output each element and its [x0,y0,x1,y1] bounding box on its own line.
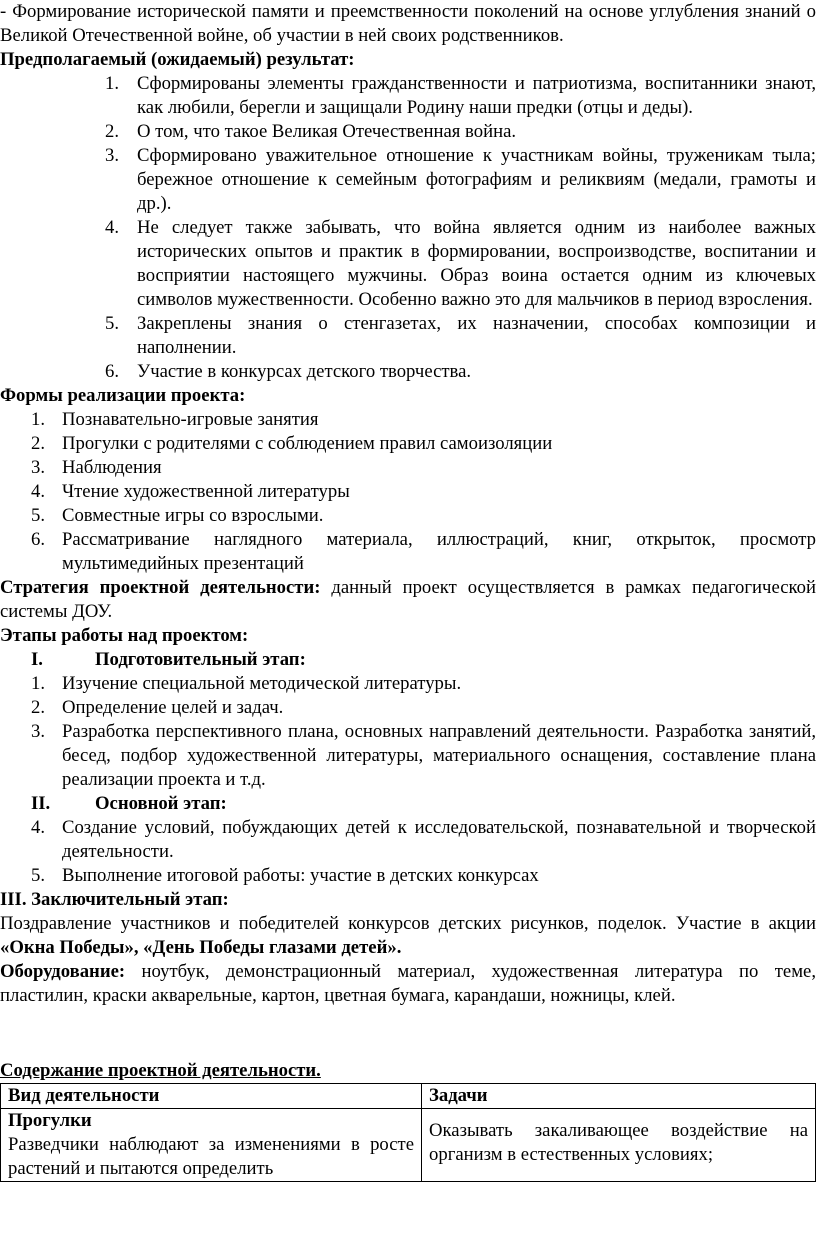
tasks-text: Оказывать закаливающее воздействие на организм в естественных условиях; [429,1120,808,1165]
column-header-tasks: Задачи [422,1084,816,1109]
stage-2-title: II. Основной этап: [31,793,227,814]
stage-2-list [0,816,816,888]
tasks-cell [422,1109,816,1182]
list-item: 5. Закреплены знания о стенгазетах, их назначении, способах композиции и наполнении. [105,313,816,358]
strategy-label: Стратегия проектной деятельности: [0,577,321,598]
activity-title: Прогулки [8,1110,92,1131]
list-item: 4. Чтение художественной литературы [31,481,350,502]
list-item: 5. Совместные игры со взрослыми. [31,505,324,526]
content-table-heading: Содержание проектной деятельности. [0,1060,321,1081]
stage-1-title: I. Подготовительный этап: [31,649,306,670]
activity-cell [1,1109,422,1182]
content-table [0,1083,816,1182]
list-item: 2. О том, что такое Великая Отечественная война. [105,121,517,142]
strategy-text: данный проект осуществляется в рамках педагогической системы ДОУ. [0,577,816,622]
list-item: 3. Разработка перспективного плана, основных направлений деятельности. Разработка занятий, бесед, подбор художественной литературы, материального оснащения, составление плана реализации проекта и т.д. [31,721,816,790]
list-item: 1. Сформированы элементы гражданственности и патриотизма, воспитанники знают, как любили, берегли и защищали Родину наши предки (отцы и деды). [105,73,816,118]
forms-heading: Формы реализации проекта: [0,385,246,406]
stage-3-paragraph: Поздравление участников и победителей конкурсов детских рисунков, поделок. Участие в акции «Окна Победы», «День Победы глазами детей». [0,913,816,958]
list-item: 1. Познавательно-игровые занятия [31,409,319,430]
list-item: 2. Прогулки с родителями с соблюдением правил самоизоляции [31,433,553,454]
list-item: 2. Определение целей и задач. [31,697,284,718]
stage-3-title: III. Заключительный этап: [0,889,229,910]
column-header-activity: Вид деятельности [1,1084,422,1109]
list-item: 6. Рассматривание наглядного материала, иллюстраций, книг, открыток, просмотр мультимедийных презентаций [31,529,816,574]
forms-list [0,408,816,576]
table-row [1,1109,816,1182]
expected-heading: Предполагаемый (ожидаемый) результат: [0,49,355,70]
equipment-paragraph [0,960,816,1008]
activity-text: Разведчики наблюдают за изменениями в росте растений и пытаются определить [8,1134,414,1179]
expected-list [0,72,816,384]
strategy-paragraph [0,576,816,624]
stages-heading: Этапы работы над проектом: [0,625,249,646]
equipment-label: Оборудование: [0,961,126,982]
list-item: 3. Сформировано уважительное отношение к участникам войны, труженикам тыла; бережное отношение к семейным фотографиям и реликвиям (медали, грамоты и др.). [105,145,816,214]
equipment-text: ноутбук, демонстрационный материал, художественная литература по теме, пластилин, краски акварельные, картон, цветная бумага, карандаши, ножницы, клей. [0,961,816,1006]
list-item: 5. Выполнение итоговой работы: участие в детских конкурсах [31,865,539,886]
list-item: 4. Создание условий, побуждающих детей к исследовательской, познавательной и творческой деятельности. [31,817,816,862]
list-item: 4. Не следует также забывать, что война является одним из наиболее важных исторических опытов и практик в формировании, воспроизводстве, воспитании и восприятии настоящего мужчины. Образ воина остается одним из ключевых символов мужественности. Особенно важно это для мальчиков в период взросления. [105,217,816,310]
list-item: 3. Наблюдения [31,457,162,478]
list-item: 6. Участие в конкурсах детского творчества. [105,361,472,382]
intro-paragraph: - Формирование исторической памяти и преемственности поколений на основе углубления знаний о Великой Отечественной войне, об участии в ней своих родственников. [0,1,816,46]
stage-1-list [0,672,816,792]
table-header-row [1,1084,816,1109]
spacer [0,1008,816,1059]
list-item: 1. Изучение специальной методической литературы. [31,673,462,694]
